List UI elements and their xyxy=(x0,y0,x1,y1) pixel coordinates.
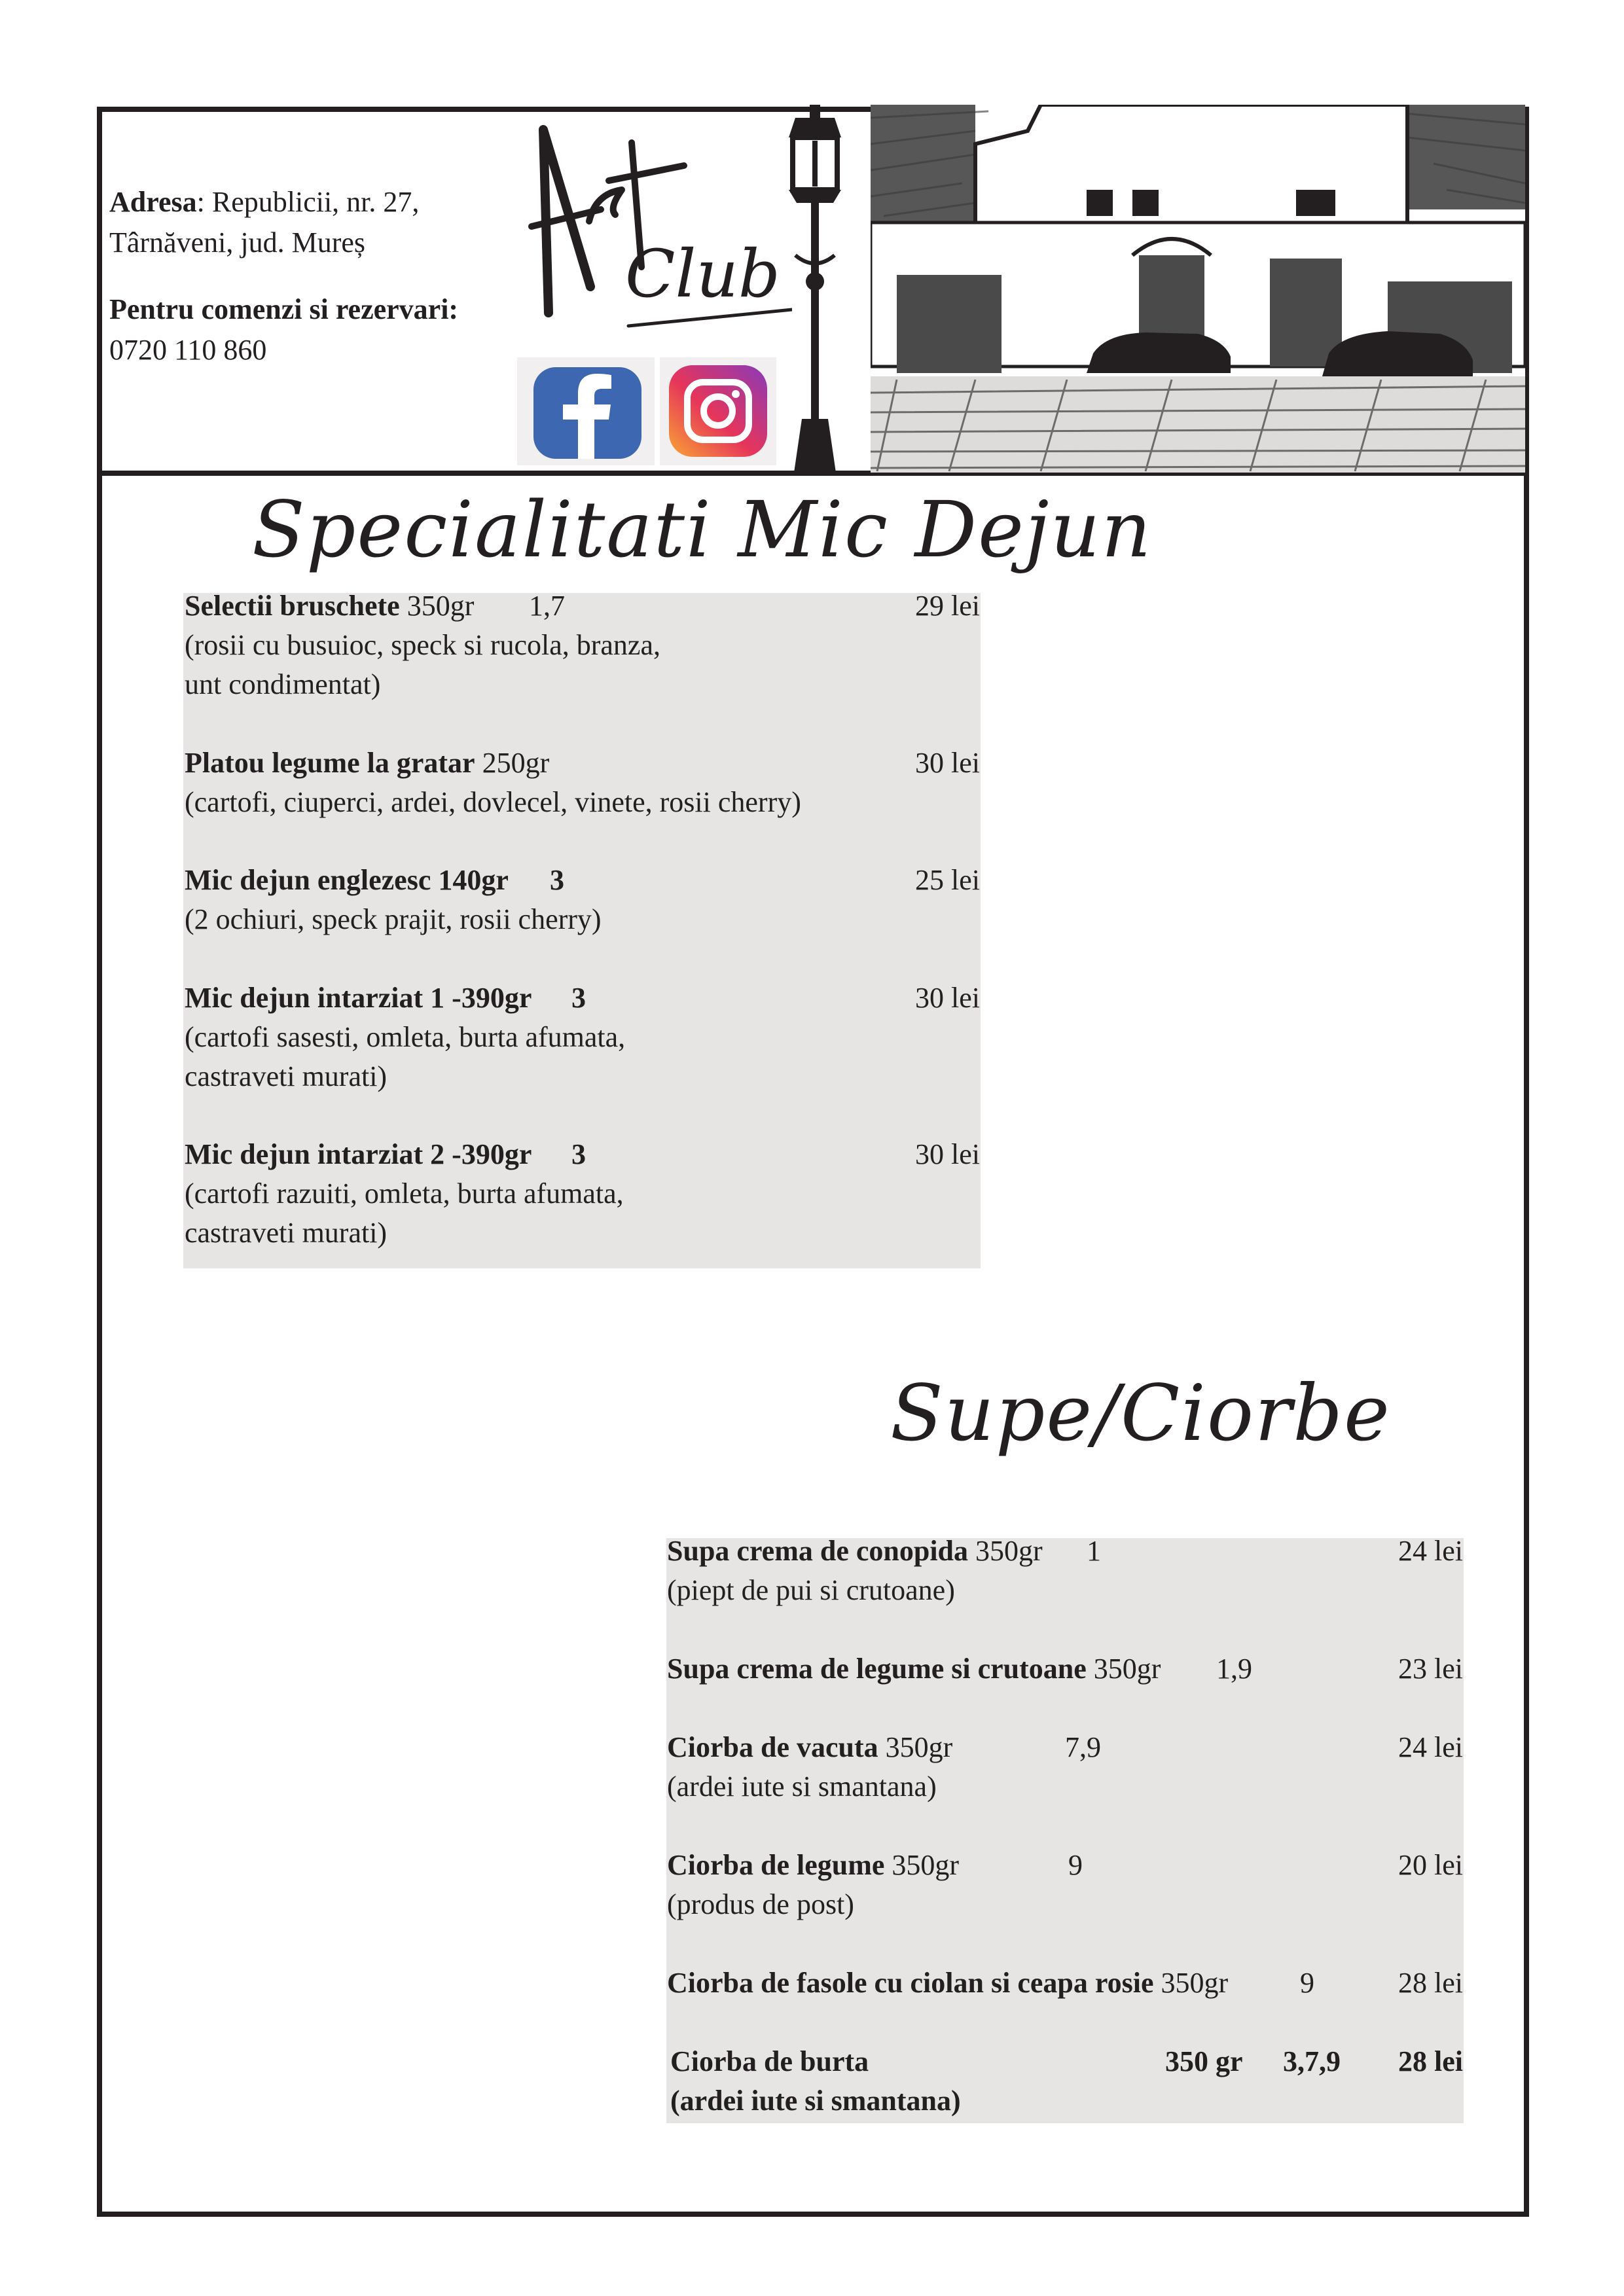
allergen-code: 9 xyxy=(1068,1849,1083,1881)
phone-number[interactable]: 0720 110 860 xyxy=(109,334,267,366)
facebook-link[interactable] xyxy=(517,357,655,465)
item-description: (rosii cu busuioc, speck si rucola, branza, xyxy=(185,629,660,661)
address-line-1: : Republicii, nr. 27, xyxy=(196,186,420,218)
allergen-code: 7,9 xyxy=(1065,1731,1101,1763)
item-name: Selectii bruschete xyxy=(185,590,400,622)
item-weight: 350gr xyxy=(884,1849,960,1881)
street-lamp-illustration xyxy=(776,105,854,473)
menu-item xyxy=(185,978,625,1096)
item-weight: 250gr xyxy=(475,747,550,779)
address-line-2: Târnăveni, jud. Mureș xyxy=(109,226,365,259)
item-description: (cartofi, ciuperci, ardei, dovlecel, vinete, rosii cherry) xyxy=(185,786,801,818)
item-name: Ciorba de legume xyxy=(667,1849,885,1881)
allergen-code: 1,7 xyxy=(529,590,565,622)
instagram-icon xyxy=(660,357,776,465)
item-weight: 350gr xyxy=(878,1731,953,1763)
item-name: Ciorba de fasole cu ciolan si ceapa rosie xyxy=(667,1967,1154,1999)
item-price: 30 lei xyxy=(915,982,980,1014)
item-description-2: castraveti murati) xyxy=(185,1217,388,1249)
allergen-code: 9 xyxy=(1300,1967,1314,1999)
art-club-logo xyxy=(517,117,792,332)
item-weight: 350gr xyxy=(1086,1653,1161,1685)
item-weight: 350gr xyxy=(399,590,475,622)
item-weight: 350gr xyxy=(968,1535,1043,1567)
item-description: (ardei iute si smantana) xyxy=(667,1770,937,1803)
soups-panel xyxy=(666,1538,1464,2123)
item-description: (produs de post) xyxy=(667,1888,854,1920)
item-name: Mic dejun intarziat 2 -390gr xyxy=(185,1138,532,1170)
menu-item xyxy=(667,1532,1043,1610)
orders-block xyxy=(109,289,458,370)
item-name: Supa crema de legume si crutoane xyxy=(667,1653,1087,1685)
facebook-icon xyxy=(517,357,655,465)
menu-item xyxy=(667,1649,1161,1689)
item-weight: 350 gr xyxy=(1165,2045,1243,2077)
menu-item xyxy=(667,1964,1228,2003)
item-weight: 350gr xyxy=(1153,1967,1229,1999)
item-description-2: castraveti murati) xyxy=(185,1060,388,1092)
item-description-2: unt condimentat) xyxy=(185,668,381,700)
instagram-link[interactable] xyxy=(660,357,776,465)
item-name: Mic dejun englezesc 140gr xyxy=(185,864,509,896)
menu-item xyxy=(185,744,801,822)
building-sketch-illustration xyxy=(871,105,1525,473)
item-description: (ardei iute si smantana) xyxy=(670,2085,961,2117)
item-description: (cartofi razuiti, omleta, burta afumata, xyxy=(185,1177,624,1210)
item-name: Ciorba de vacuta xyxy=(667,1731,878,1763)
menu-item xyxy=(185,586,660,704)
item-description: (2 ochiuri, speck prajit, rosii cherry) xyxy=(185,903,602,935)
menu-item xyxy=(667,1728,952,1806)
item-description: (cartofi sasesti, omleta, burta afumata, xyxy=(185,1021,626,1053)
item-name: Ciorba de burta xyxy=(670,2045,869,2077)
item-price: 25 lei xyxy=(915,864,980,896)
item-price: 30 lei xyxy=(915,1138,980,1170)
item-price: 24 lei xyxy=(1398,1731,1463,1763)
item-price: 28 lei xyxy=(1398,1967,1463,1999)
allergen-code: 3 xyxy=(571,982,586,1014)
menu-item xyxy=(670,2042,961,2121)
menu-item xyxy=(185,1135,624,1253)
section-title-breakfast: Specialitati Mic Dejun xyxy=(252,484,1153,575)
allergen-code: 1,9 xyxy=(1216,1653,1252,1685)
item-name: Mic dejun intarziat 1 -390gr xyxy=(185,982,532,1014)
address-block xyxy=(109,182,458,263)
menu-item xyxy=(667,1846,959,1924)
allergen-code: 1 xyxy=(1087,1535,1101,1567)
allergen-code: 3,7,9 xyxy=(1283,2045,1341,2077)
contact-info xyxy=(109,182,458,370)
item-price: 29 lei xyxy=(915,590,980,622)
item-name: Supa crema de conopida xyxy=(667,1535,969,1567)
item-price: 24 lei xyxy=(1398,1535,1463,1567)
orders-label: Pentru comenzi si rezervari: xyxy=(109,293,459,325)
item-price: 20 lei xyxy=(1398,1849,1463,1881)
section-title-soups: Supe/Ciorbe xyxy=(890,1368,1391,1458)
item-price: 30 lei xyxy=(915,747,980,779)
allergen-code: 3 xyxy=(571,1138,586,1170)
menu-item xyxy=(185,861,602,939)
address-label: Adresa xyxy=(109,186,197,218)
item-price: 28 lei xyxy=(1398,2045,1463,2077)
allergen-code: 3 xyxy=(550,864,564,896)
item-description: (piept de pui si crutoane) xyxy=(667,1574,955,1606)
logo-club-text: Club xyxy=(625,236,780,312)
item-price: 23 lei xyxy=(1398,1653,1463,1685)
item-name: Platou legume la gratar xyxy=(185,747,475,779)
